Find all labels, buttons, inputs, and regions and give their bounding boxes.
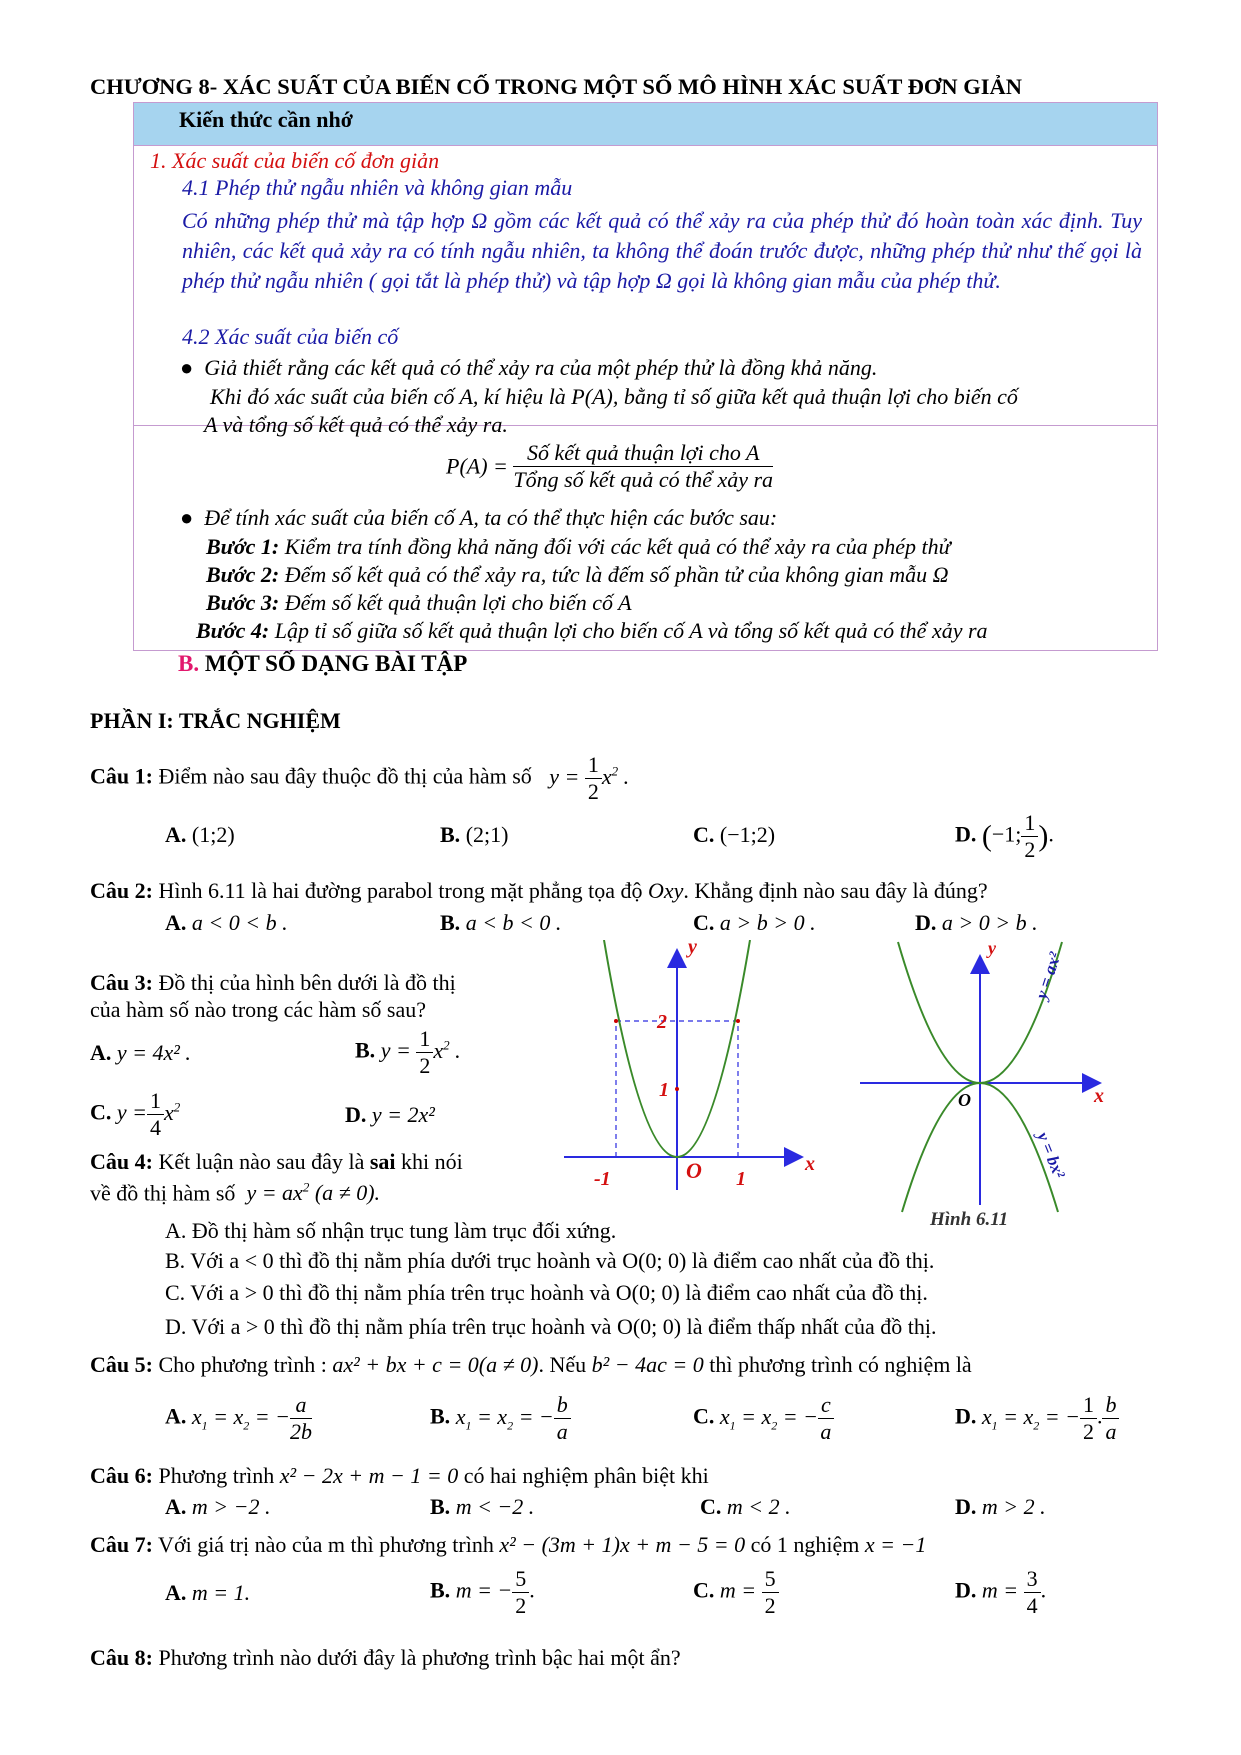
- tick-label-pos1: 1: [736, 1168, 746, 1190]
- option-value: m > 2 .: [981, 1494, 1046, 1519]
- q7-root: x = −1: [864, 1532, 927, 1557]
- q4-option-b[interactable]: [165, 1248, 934, 1274]
- step-1: [206, 534, 951, 560]
- probability-formula: [446, 440, 773, 493]
- question-6: [90, 1463, 709, 1489]
- option-value: (1;2): [191, 822, 235, 847]
- option-value: a > 0 > b .: [941, 910, 1038, 935]
- option-label: A.: [165, 910, 187, 935]
- part-1-title: PHẦN I: TRẮC NGHIỆM: [90, 708, 341, 733]
- option-label: C.: [693, 1403, 715, 1429]
- option-label: C.: [700, 1494, 722, 1519]
- q2-option-c[interactable]: [693, 910, 816, 936]
- option-value: a > b > 0 .: [719, 910, 816, 935]
- option-label: D.: [165, 1314, 187, 1339]
- q4-function: $y = ax^2$ (a ≠ 0).: [246, 1180, 381, 1206]
- q6-text-2: có hai nghiệm phân biệt khi: [458, 1463, 709, 1488]
- q7-option-a[interactable]: [165, 1580, 250, 1606]
- step-text: Đếm số kết quả có thể xảy ra, tức là đếm số phần tử của không gian mẫu Ω: [279, 562, 949, 587]
- q6-option-a[interactable]: [165, 1494, 270, 1520]
- option-label: B.: [165, 1248, 186, 1273]
- option-label: C.: [693, 1577, 715, 1603]
- q4-line-1b: khi nói: [395, 1149, 463, 1174]
- option-label: C.: [693, 910, 715, 935]
- option-value: y = 4x² .: [116, 1040, 191, 1065]
- q3-line-2: của hàm số nào trong các hàm số sau?: [90, 997, 426, 1022]
- q2-option-a[interactable]: [165, 910, 288, 936]
- q5-text: Cho phương trình :: [152, 1352, 327, 1377]
- q1-label: Câu 1:: [90, 763, 153, 789]
- option-text: Với a > 0 thì đồ thị nằm phía trên trục hoành và O(0; 0) là điểm thấp nhất của đồ thị.: [186, 1314, 937, 1339]
- option-label: D.: [955, 1403, 977, 1429]
- graph-figure-6-11: [850, 940, 1120, 1230]
- q1-text: Điểm nào sau đây thuộc đồ thị của hàm số: [152, 763, 532, 789]
- q1-option-b[interactable]: [440, 822, 508, 848]
- option-value: m = 1.: [191, 1580, 251, 1605]
- formula-numerator: Số kết quả thuận lợi cho A: [513, 440, 773, 467]
- tick-label-2: 2: [657, 1011, 667, 1033]
- y-axis-label: y: [988, 940, 996, 958]
- q6-option-c[interactable]: [700, 1494, 791, 1520]
- q1-option-d[interactable]: D. (−1; $\frac{1}{2}$ ).: [955, 810, 1054, 862]
- q2-text: Hình 6.11 là hai đường parabol trong mặt phẳng tọa độ: [152, 878, 643, 903]
- section-41-text: Có những phép thử mà tập hợp Ω gồm các kết quả có thể xảy ra của phép thử đó hoàn toàn xác định. Tuy nhiên, các kết quả xảy ra có tính ngẫu nhiên, ta không thể đoán trước được, những phép thử như thế gọi là phép thử ngẫu nhiên ( gọi tắt là phép thử) và tập hợp Ω gọi là không gian mẫu của phép thử.: [182, 208, 1142, 293]
- q4-sai: sai: [369, 1149, 396, 1174]
- q1-option-c[interactable]: [693, 822, 775, 848]
- q5-option-d[interactable]: D. $x_1 = x_2$ = − $\frac{1}{2}$ . $\frac{b}{a}$: [955, 1392, 1119, 1445]
- formula-fraction: [513, 440, 773, 493]
- option-label: D.: [955, 821, 977, 847]
- q5-option-a[interactable]: A. $x_1 = x_2$ = − $\frac{a}{2b}$: [165, 1392, 312, 1444]
- bullet-1: [180, 355, 877, 381]
- option-label: B.: [430, 1494, 451, 1519]
- section-b-text: MỘT SỐ DẠNG BÀI TẬP: [199, 651, 468, 676]
- q3-option-c[interactable]: C. y = $\frac{1}{4}$ $x^2$: [90, 1088, 181, 1140]
- q2-oxy: Oxy: [648, 878, 684, 903]
- bullet-1-cont-1: Khi đó xác suất của biến cố A, kí hiệu là P(A), bằng tỉ số giữa kết quả thuận lợi cho biến cố: [210, 384, 1018, 409]
- q7-label: Câu 7:: [90, 1532, 153, 1557]
- question-4-line-2: [90, 1180, 380, 1206]
- question-8: [90, 1645, 681, 1671]
- option-label: C.: [165, 1280, 186, 1305]
- q6-label: Câu 6:: [90, 1463, 153, 1488]
- q4-option-c[interactable]: [165, 1280, 928, 1306]
- option-label: A.: [90, 1040, 112, 1065]
- option-value: y = 2x²: [371, 1102, 435, 1127]
- bullet-1-cont-2: A và tổng số kết quả có thể xảy ra.: [204, 412, 508, 437]
- step-label: Bước 2:: [206, 562, 280, 587]
- point: [736, 1019, 740, 1023]
- q2-label: Câu 2:: [90, 878, 153, 903]
- q4-line-1: Kết luận nào sau đây là: [152, 1149, 365, 1174]
- q1-d-fraction: $\frac{1}{2}$: [1021, 810, 1038, 863]
- q6-text: Phương trình: [152, 1463, 275, 1488]
- formula-lhs: P(A) =: [446, 453, 508, 479]
- option-value: a < b < 0 .: [465, 910, 562, 935]
- option-label: C.: [90, 1099, 112, 1125]
- section-b-title: [178, 651, 467, 677]
- q1-option-a[interactable]: [165, 822, 235, 848]
- q3-label: Câu 3:: [90, 970, 153, 995]
- step-label: Bước 3:: [206, 590, 280, 615]
- q4-option-d[interactable]: [165, 1314, 936, 1340]
- step-text: Đếm số kết quả thuận lợi cho biến cố A: [279, 590, 632, 615]
- figure-caption: Hình 6.11: [930, 1209, 1009, 1230]
- option-label: B.: [430, 1403, 451, 1429]
- option-text: Với a < 0 thì đồ thị nằm phía dưới trục hoành và O(0; 0) là điểm cao nhất của đồ thị.: [185, 1248, 935, 1273]
- knowledge-header: [134, 103, 1157, 146]
- step-label: Bước 1:: [206, 534, 280, 559]
- bullet-2-text: Để tính xác suất của biến cố A, ta có thể thực hiện các bước sau:: [204, 505, 778, 530]
- q5-option-b[interactable]: B. $x_1 = x_2$ = − $\frac{b}{a}$: [430, 1392, 571, 1445]
- q6-option-d[interactable]: [955, 1494, 1046, 1520]
- q3-option-d[interactable]: [345, 1102, 435, 1128]
- option-value: (2;1): [465, 822, 509, 847]
- section-1-title: 1. Xác suất của biến cố đơn giản: [150, 148, 440, 173]
- option-label: B.: [440, 822, 461, 847]
- q3-b-fraction: $\frac{1}{2}$: [416, 1026, 433, 1079]
- q5-condition: b² − 4ac = 0: [591, 1352, 704, 1377]
- option-label: A.: [165, 1494, 187, 1519]
- tick-label-neg1: -1: [594, 1168, 611, 1190]
- q2-option-b[interactable]: [440, 910, 561, 936]
- question-7: [90, 1532, 926, 1558]
- question-4-line-1: [90, 1149, 463, 1175]
- option-label: D.: [345, 1102, 367, 1127]
- option-value: a < 0 < b .: [191, 910, 288, 935]
- option-label: A.: [165, 1580, 187, 1605]
- option-label: B.: [430, 1577, 451, 1603]
- section-42-title: 4.2 Xác suất của biến cố: [182, 324, 399, 349]
- x-axis-label: x: [1094, 1085, 1104, 1107]
- q3-option-a[interactable]: [90, 1040, 191, 1066]
- option-label: B.: [440, 910, 461, 935]
- q7-option-b[interactable]: B. m = − $\frac{5}{2}$ .: [430, 1566, 535, 1618]
- q5-label: Câu 5:: [90, 1352, 153, 1377]
- q5-option-c[interactable]: C. $x_1 = x_2$ = − $\frac{c}{a}$: [693, 1392, 834, 1445]
- q5-text-3: thì phương trình có nghiệm là: [703, 1352, 972, 1377]
- y-axis-label: y: [688, 940, 697, 958]
- graph-question-3: [560, 940, 820, 1190]
- q7-option-c[interactable]: C. m = $\frac{5}{2}$: [693, 1566, 779, 1619]
- section-41-title: 4.1 Phép thử ngẫu nhiên và không gian mẫu: [182, 175, 573, 200]
- option-value: m < −2 .: [455, 1494, 535, 1519]
- point: [614, 1019, 618, 1023]
- tick-label-1: 1: [659, 1079, 669, 1101]
- step-3: [206, 590, 632, 616]
- x-axis-label: x: [805, 1153, 815, 1175]
- origin-label: O: [958, 1090, 971, 1110]
- option-label: C.: [693, 822, 715, 847]
- bullet-2: [180, 505, 777, 531]
- option-label: A.: [165, 822, 187, 847]
- q3-option-b[interactable]: B. y = $\frac{1}{2}$ $x^2$ .: [355, 1026, 461, 1078]
- option-text: Với a > 0 thì đồ thị nằm phía trên trục hoành và O(0; 0) là điểm cao nhất của đồ thị.: [185, 1280, 928, 1305]
- option-label: D.: [915, 910, 937, 935]
- section-b-letter: B.: [178, 651, 200, 676]
- q7-text: Với giá trị nào của m thì phương trình: [152, 1532, 494, 1557]
- step-4: [196, 618, 988, 644]
- q1-fraction: $\frac{1}{2}$: [585, 752, 602, 805]
- step-text: Kiểm tra tính đồng khả năng đối với các kết quả có thể xảy ra của phép thử: [279, 534, 951, 559]
- question-2: [90, 878, 988, 904]
- step-text: Lập tỉ số giữa số kết quả thuận lợi cho biến cố A và tổng số kết quả có thể xảy ra: [269, 618, 988, 643]
- knowledge-header-label: Kiến thức cần nhớ: [179, 107, 353, 132]
- step-2: [206, 562, 949, 588]
- q6-equation: x² − 2x + m − 1 = 0: [279, 1463, 459, 1488]
- q7-option-d[interactable]: D. m = $\frac{3}{4}$ .: [955, 1566, 1047, 1618]
- curve-label-bottom: y = bx²: [1033, 1129, 1069, 1181]
- q7-text-2: có 1 nghiệm: [745, 1532, 860, 1557]
- bullet-dot: ●: [180, 355, 194, 380]
- q2-option-d[interactable]: [915, 910, 1038, 936]
- option-label: D.: [955, 1577, 977, 1603]
- q5-text-2: . Nếu: [538, 1352, 587, 1377]
- step-label: Bước 4:: [196, 618, 270, 643]
- question-1: [90, 752, 629, 805]
- option-text: A. Đồ thị hàm số nhận trục tung làm trục đối xứng.: [165, 1218, 617, 1243]
- option-label: D.: [955, 1494, 977, 1519]
- q4-option-a[interactable]: [165, 1218, 616, 1244]
- q6-option-b[interactable]: [430, 1494, 534, 1520]
- formula-denominator: Tổng số kết quả có thể xảy ra: [513, 467, 774, 492]
- curve-label-top: y = ax²: [1031, 949, 1065, 1002]
- q8-label: Câu 8:: [90, 1645, 153, 1670]
- question-5: [90, 1352, 972, 1378]
- bullet-1-text: Giả thiết rằng các kết quả có thể xảy ra của một phép thử là đồng khả năng.: [204, 355, 878, 380]
- origin-label: O: [686, 1158, 702, 1183]
- q1-function: y = $\frac{1}{2}$ $x^2$ .: [549, 752, 630, 804]
- q4-line-2: về đồ thị hàm số: [90, 1180, 236, 1206]
- q3-c-fraction: $\frac{1}{4}$: [147, 1088, 164, 1141]
- question-3-line-1: [90, 970, 456, 996]
- option-label: B.: [355, 1037, 376, 1063]
- option-value: m < 2 .: [726, 1494, 791, 1519]
- chapter-title: CHƯƠNG 8- XÁC SUẤT CỦA BIẾN CỐ TRONG MỘT SỐ MÔ HÌNH XÁC SUẤT ĐƠN GIẢN: [90, 74, 1022, 99]
- option-label: A.: [165, 1403, 187, 1429]
- q5-equation: ax² + bx + c = 0(a ≠ 0): [332, 1352, 539, 1377]
- q8-text: Phương trình nào dưới đây là phương trình bậc hai một ẩn?: [152, 1645, 681, 1670]
- q7-equation: x² − (3m + 1)x + m − 5 = 0: [499, 1532, 746, 1557]
- bullet-dot: ●: [180, 505, 194, 530]
- q3-line-1: Đồ thị của hình bên dưới là đồ thị: [152, 970, 456, 995]
- option-value: (−1;2): [719, 822, 776, 847]
- q2-text-2: . Khẳng định nào sau đây là đúng?: [683, 878, 988, 903]
- point: [675, 1087, 679, 1091]
- q4-label: Câu 4:: [90, 1149, 153, 1174]
- option-value: m > −2 .: [191, 1494, 271, 1519]
